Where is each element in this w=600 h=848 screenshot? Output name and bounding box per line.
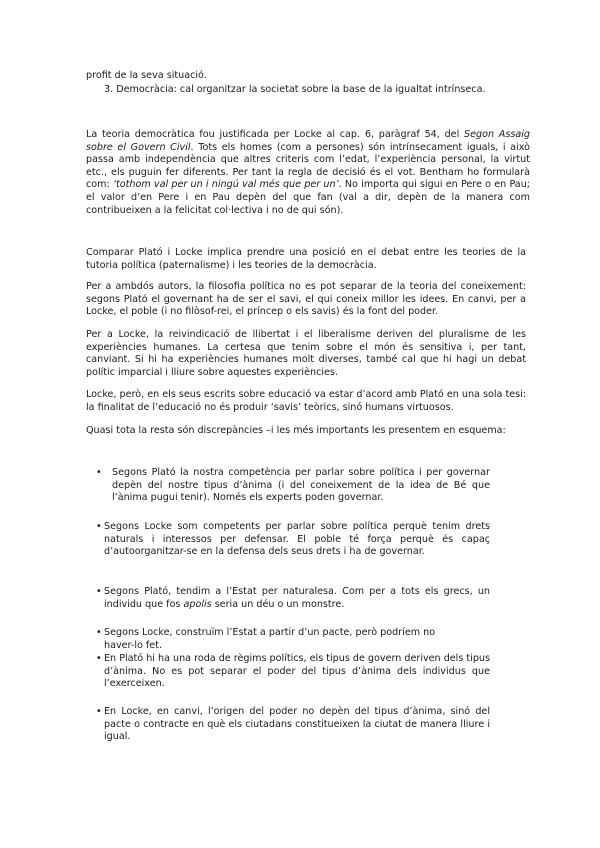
paragraph-text-c: . No importa qui sigui en Pere o en Pau; el valor d’en Pere i en Pau depèn del que fan (val a dir, depèn de la manera com contribueixen a la felicitat col·lectiva i no de qui són). [86,179,531,216]
paragraph-discrepancies: Quasi tota la resta són discrepàncies –i les més importants les presentem en esquema: [86,425,506,436]
paragraph-knowledge: Per a ambdós autors, la filosofia política no es pot separar de la teoria del coneixement: segons Plató el governant ha de ser el savi, el qui coneix millor les idees. En canvi, per a Locke, el poble (i no filòsof-rei, el príncep o els savis) és la font del poder. [86,281,526,318]
continued-text-line: profit de la seva situació. [86,70,207,81]
apolis-term: apolis [183,598,212,610]
list-item-3 [104,84,524,97]
list-item-text: Democràcia: cal organitzar la societat sobre la base de la igualtat intrínseca. [116,84,486,95]
bullet-plato-competence [96,467,490,505]
bullet-icon: • [96,521,102,532]
list-item-number: 3. [104,84,114,95]
bullet-icon: • [96,627,102,638]
paragraph-text-a: La teoria democràtica fou justificada per Locke al cap. 6, paràgraf 54, del [86,129,465,140]
bullet-locke-state [96,627,466,652]
bullet-locke-power [96,706,490,744]
bullet-text-a: Segons Plató, tendim a l’Estat per naturalesa. Com per a tots els grecs, un individu que fos [104,586,490,610]
bullet-text: En Locke, en canvi, l’origen del poder no depèn del tipus d’ànima, sinó del pacte o contracte en què els ciutadans constitueixen la ciutat de manera lliure i igual. [104,706,490,743]
bullet-plato-regimes [96,653,490,691]
book-title: Segon Assaig sobre el Govern Civil [86,129,530,153]
democracy-paragraph [86,129,530,217]
bullet-text: Segons Locke som competents per parlar sobre política perquè tenim drets naturals i interessos per defensar. El poble té força perquè és capaç d’autoorganitzar-se en la defensa dels seus drets i ha de governar. [104,521,490,558]
paragraph-liberalism: Per a Locke, la reivindicació de llibertat i el liberalisme deriven del pluralisme de les experiències humanes. La certesa que tenim sobre el món és sensitiva i, per tant, canviant. Si hi ha experiències humanes molt diverses, també cal que hi hagi un debat polític imparcial i lliure sobre aquestes experiències. [86,329,526,378]
bentham-quote: ‘tothom val per un i ningú val més que per un’ [112,179,339,191]
paragraph-comparison: Comparar Plató i Locke implica prendre una posició en el debat entre les teories de la tutoria política (paternalisme) i les teories de la democràcia. [86,247,526,271]
bullet-icon: • [96,706,102,717]
bullet-icon: • [96,586,102,597]
bullet-icon: • [96,653,102,664]
paragraph-text-b: . Tots els homes (com a persones) són intrínsecament iguals, i això passa amb independència que altres criteris com l’edat, l’experiència personal, la virtut etc., els puguin fer diferents. Per tant la regla de decisió és el vot. Bentham ho formularà com: [86,141,530,191]
bullet-text: Segons Locke, construïm l’Estat a partir d’un pacte, però podríem no haver-lo fet. [104,627,436,651]
bullet-locke-competence [96,521,490,559]
bullet-plato-state [96,586,490,611]
bullet-text-b: seria un déu o un monstre. [211,598,345,610]
bullet-icon: • [96,467,102,478]
bullet-text: En Plató hi ha una roda de règims polítics, els tipus de govern deriven dels tipus d’ànima. No es pot separar el poder del tipus d’ànima dels individus que l’exerceixen. [104,653,490,690]
paragraph-education: Locke, però, en els seus escrits sobre educació va estar d’acord amb Plató en una sola tesi: la finalitat de l’educació no és produir ‘savis’ teòrics, sinó humans virtuosos. [86,389,526,413]
bullet-text: Segons Plató la nostra competència per parlar sobre política i per governar depèn del nostre tipus d’ànima (i del coneixement de la idea de Bé que l’ànima pugui tenir). Només els experts poden governar. [112,467,490,504]
